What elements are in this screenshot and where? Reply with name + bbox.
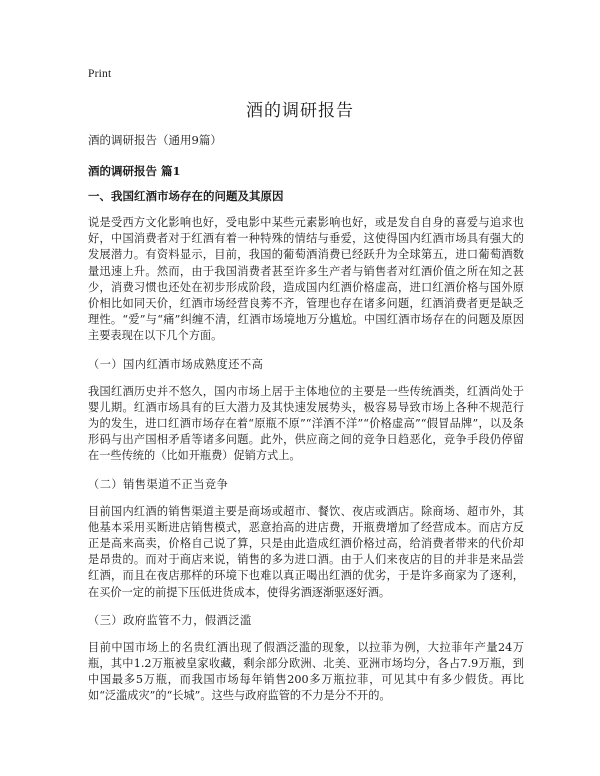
subsection-heading-3: （三）政府监管不力，假酒泛滥 [88, 613, 252, 627]
subsection-heading-1: （一）国内红酒市场成熟度还不高 [88, 357, 264, 371]
print-label[interactable]: Print [88, 68, 112, 80]
subsection-heading-2: （二）销售渠道不正当竞争 [88, 477, 229, 491]
page-title: 酒的调研报告 [246, 101, 354, 121]
document-body [88, 132, 524, 717]
subsection-paragraph-1: 我国红酒历史并不悠久，国内市场上居于主体地位的主要是一些传统酒类，红酒尚处于婴儿期。红酒市场具有的巨大潜力及其快速发展势头，极容易导致市场上各种不规范行为的发生，进口红酒市场存在着“原瓶不原”“洋酒不洋”“价格虚高”“假冒品牌”，以及条形码与出产国相矛盾等诸多问题。此外，供应商之间的竞争日趋恶化，竞争手段仍停留在一些传统的（比如开瓶费）促销方式上。 [88, 384, 524, 463]
subsection-paragraph-3: 目前中国市场上的名贵红酒出现了假酒泛滥的现象，以拉菲为例，大拉菲年产量24万瓶，其中1.2万瓶被皇家收藏，剩余部分欧洲、北美、亚洲市场均分，各占7.9万瓶，到中国最多5万瓶，而我国市场每年销售200多万瓶拉菲，可见其中有多少假货。再比如“泛滥成灾”的“长城”。这些与政府监管的不力是分不开的。 [88, 640, 524, 703]
section-title: 酒的调研报告 篇1 [88, 164, 181, 178]
subsection-paragraph-2: 目前国内红酒的销售渠道主要是商场或超市、餐饮、夜店或酒店。除商场、超市外，其他基本采用买断进店销售模式，恶意抬高的进店费，开瓶费增加了经营成本。而店方反正是高来高卖，价格自己说了算，只是由此造成红酒价格过高，给消费者带来的代价却是昂贵的。而对于商店来说，销售的多为进口酒。由于人们来夜店的目的并非是来品尝红酒，而且在夜店那样的环境下也难以真正喝出红酒的优劣，于是许多商家为了逐利，在买价一定的前提下压低进货成本，使得劣酒逐渐驱逐好酒。 [88, 504, 524, 599]
intro-paragraph: 说是受西方文化影响也好，受电影中某些元素影响也好，或是发自自身的喜爱与追求也好，中国消费者对于红酒有着一种特殊的情结与垂爱，这使得国内红酒市场具有强大的发展潜力。有资料显示，目前，我国的葡萄酒消费已经跃升为全球第五，进口葡萄酒数量迅速上升。然而，由于我国消费者甚至许多生产者与销售者对红酒价值之所在知之甚少，消费习惯也还处在初步形成阶段，造成国内红酒价格虚高，进口红酒价格与国外原价相比如同天价，红酒市场经营良莠不齐，管理也存在诸多问题，红酒消费者更是缺乏理性。“爱”与“痛”纠缠不清，红酒市场境地万分尴尬。中国红酒市场存在的问题及原因主要表现在以下几个方面。 [88, 216, 524, 343]
section-heading: 一、我国红酒市场存在的问题及其原因 [88, 189, 284, 203]
document-subtitle: 酒的调研报告（通用9篇） [88, 133, 222, 147]
